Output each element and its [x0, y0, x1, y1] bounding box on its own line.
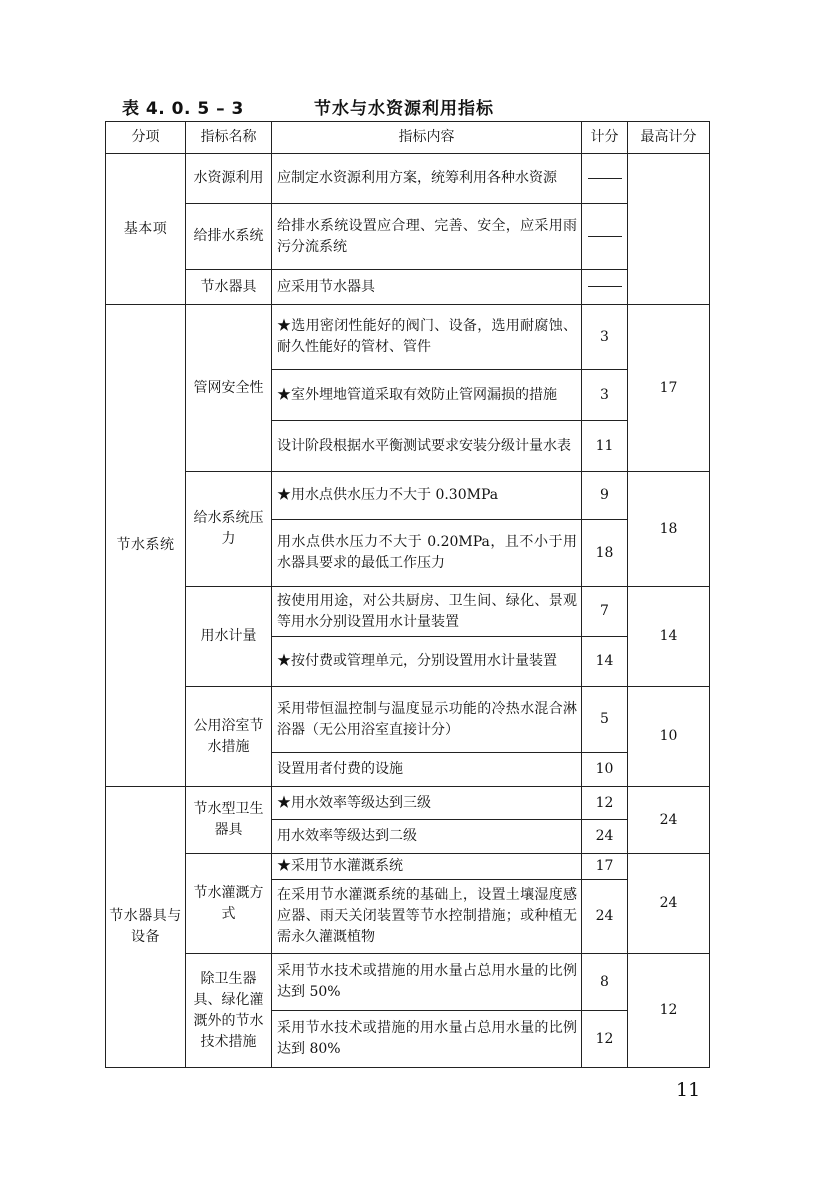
header-category: 分项 — [106, 122, 186, 154]
header-indicator: 指标名称 — [186, 122, 272, 154]
header-content: 指标内容 — [272, 122, 582, 154]
indicator-name: 水资源利用 — [186, 154, 272, 204]
indicator-name: 管网安全性 — [186, 305, 272, 472]
dash-mark — [588, 178, 622, 179]
max-score-cell — [628, 154, 710, 305]
score-cell: 3 — [582, 370, 628, 421]
indicator-name: 节水型卫生器具 — [186, 787, 272, 854]
indicator-content: 采用节水技术或措施的用水量占总用水量的比例达到 80% — [272, 1011, 582, 1068]
dash-mark — [588, 236, 622, 237]
max-score-cell: 14 — [628, 587, 710, 687]
table-row — [106, 305, 710, 370]
max-score-cell: 24 — [628, 854, 710, 954]
indicator-content: ★采用节水灌溉系统 — [272, 854, 582, 880]
indicator-content: ★用水效率等级达到三级 — [272, 787, 582, 820]
water-indicator-table — [105, 121, 710, 1068]
category-equipment: 节水器具与设备 — [106, 787, 186, 1068]
score-cell: 18 — [582, 520, 628, 587]
score-cell — [582, 154, 628, 204]
header-max-score: 最高计分 — [628, 122, 710, 154]
table-row — [106, 854, 710, 880]
indicator-name: 用水计量 — [186, 587, 272, 687]
table-caption — [122, 94, 722, 120]
score-cell: 7 — [582, 587, 628, 637]
table-row — [106, 954, 710, 1011]
indicator-content: 设计阶段根据水平衡测试要求安装分级计量水表 — [272, 421, 582, 472]
indicator-content: ★选用密闭性能好的阀门、设备，选用耐腐蚀、耐久性能好的管材、管件 — [272, 305, 582, 370]
table-row — [106, 472, 710, 520]
score-cell: 9 — [582, 472, 628, 520]
indicator-content: 给排水系统设置应合理、完善、安全，应采用雨污分流系统 — [272, 204, 582, 270]
indicator-content: 用水效率等级达到二级 — [272, 820, 582, 854]
score-cell: 24 — [582, 880, 628, 954]
score-cell: 11 — [582, 421, 628, 472]
max-score-cell: 10 — [628, 687, 710, 787]
table-row — [106, 204, 710, 270]
score-cell: 12 — [582, 787, 628, 820]
indicator-content: 在采用节水灌溉系统的基础上，设置土壤湿度感应器、雨天关闭装置等节水控制措施；或种植无需永久灌溉植物 — [272, 880, 582, 954]
score-cell — [582, 204, 628, 270]
indicator-content: 应采用节水器具 — [272, 270, 582, 305]
indicator-name: 公用浴室节水措施 — [186, 687, 272, 787]
category-basic: 基本项 — [106, 154, 186, 305]
indicator-content: 设置用者付费的设施 — [272, 753, 582, 787]
table-row — [106, 687, 710, 753]
indicator-content: 应制定水资源利用方案，统筹利用各种水资源 — [272, 154, 582, 204]
table-row — [106, 587, 710, 637]
header-score: 计分 — [582, 122, 628, 154]
score-cell: 12 — [582, 1011, 628, 1068]
score-cell: 17 — [582, 854, 628, 880]
indicator-name: 给水系统压力 — [186, 472, 272, 587]
indicator-name: 除卫生器具、绿化灌溉外的节水技术措施 — [186, 954, 272, 1068]
indicator-content: 采用节水技术或措施的用水量占总用水量的比例达到 50% — [272, 954, 582, 1011]
indicator-content: 按使用用途，对公共厨房、卫生间、绿化、景观等用水分别设置用水计量装置 — [272, 587, 582, 637]
score-cell: 3 — [582, 305, 628, 370]
score-cell: 8 — [582, 954, 628, 1011]
indicator-name: 给排水系统 — [186, 204, 272, 270]
table-row — [106, 270, 710, 305]
max-score-cell: 17 — [628, 305, 710, 472]
indicator-content: ★按付费或管理单元，分别设置用水计量装置 — [272, 637, 582, 687]
indicator-name: 节水器具 — [186, 270, 272, 305]
dash-mark — [588, 286, 622, 287]
score-cell: 5 — [582, 687, 628, 753]
indicator-content: 采用带恒温控制与温度显示功能的冷热水混合淋浴器（无公用浴室直接计分） — [272, 687, 582, 753]
table-title: 节水与水资源利用指标 — [314, 99, 494, 119]
indicator-content: 用水点供水压力不大于 0.20MPa，且不小于用水器具要求的最低工作压力 — [272, 520, 582, 587]
header-row — [106, 122, 710, 154]
indicator-content: ★室外埋地管道采取有效防止管网漏损的措施 — [272, 370, 582, 421]
category-water-system: 节水系统 — [106, 305, 186, 787]
max-score-cell: 12 — [628, 954, 710, 1068]
page-number: 11 — [676, 1079, 701, 1101]
indicator-name: 节水灌溉方式 — [186, 854, 272, 954]
max-score-cell: 24 — [628, 787, 710, 854]
max-score-cell: 18 — [628, 472, 710, 587]
score-cell: 14 — [582, 637, 628, 687]
score-cell: 24 — [582, 820, 628, 854]
indicator-content: ★用水点供水压力不大于 0.30MPa — [272, 472, 582, 520]
score-cell — [582, 270, 628, 305]
score-cell: 10 — [582, 753, 628, 787]
table-row — [106, 154, 710, 204]
table-number: 表 4. 0. 5 – 3 — [122, 99, 244, 119]
table-row — [106, 787, 710, 820]
